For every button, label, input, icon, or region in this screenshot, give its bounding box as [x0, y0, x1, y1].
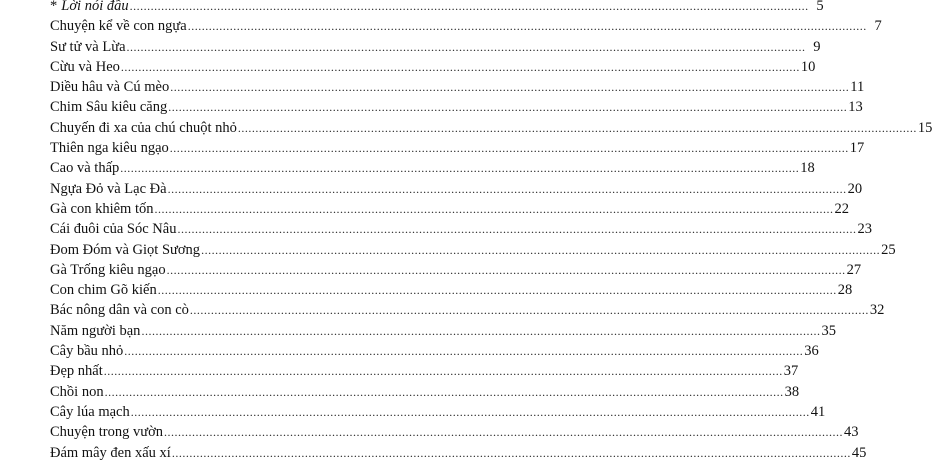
toc-entry [50, 341, 819, 361]
toc-entry [50, 57, 816, 77]
toc-entry-title [50, 16, 188, 36]
toc-entry-page-number: 23 [857, 221, 872, 238]
toc-entry-title-text: Chuyện trong vườn [50, 424, 163, 441]
toc-entry-page-number: 32 [869, 302, 885, 319]
toc-entry [50, 300, 885, 320]
toc-entry-title [50, 382, 105, 402]
toc-entry-page-number: 18 [800, 160, 815, 177]
toc-entry [50, 16, 882, 36]
toc-entry-title [50, 118, 238, 138]
toc-entry-dot-leader [158, 280, 837, 300]
toc-entry-title [50, 443, 172, 463]
toc-entry-title [50, 280, 158, 300]
toc-entry-title [50, 77, 170, 97]
toc-entry-dot-leader [130, 0, 809, 16]
toc-entry-dot-leader [170, 138, 849, 158]
toc-entry-dot-leader [131, 402, 810, 422]
toc-entry-title-text: Đom Đóm và Giọt Sương [50, 241, 201, 258]
toc-entry-dot-leader [170, 77, 849, 97]
toc-entry-title-text: Cừu và Heo [50, 58, 120, 75]
toc-entry-dot-leader [238, 118, 917, 138]
toc-entry [50, 77, 865, 97]
toc-entry-title-text: Gà con khiêm tốn [50, 200, 154, 217]
toc-entry-dot-leader [155, 199, 834, 219]
toc-entry-dot-leader [164, 422, 843, 442]
toc-entry-title-text: Bác nông dân và con cò [50, 302, 189, 319]
toc-entry-title-text: Chồi non [50, 383, 104, 400]
toc-entry-title [50, 199, 155, 219]
toc-entry-page-number: 37 [783, 363, 799, 380]
toc-entry [50, 158, 815, 178]
toc-entry [50, 0, 824, 16]
toc-entry [50, 179, 863, 199]
toc-entry [50, 138, 865, 158]
toc-entry [50, 219, 872, 239]
toc-entry [50, 118, 932, 138]
toc-entry-title [50, 341, 124, 361]
toc-entry [50, 402, 826, 422]
toc-entry-page-number: 15 [917, 119, 932, 136]
toc-entry-title [50, 37, 127, 57]
toc-entry-title-text: Con chim Gõ kiến [50, 282, 157, 299]
toc-entry-title [50, 422, 164, 442]
toc-entry [50, 240, 896, 260]
toc-entry [50, 37, 821, 57]
toc-entry-page-number: 9 [813, 38, 821, 55]
toc-entry-dot-leader [188, 16, 867, 36]
toc-entry-page-number: 27 [846, 261, 862, 278]
toc-entry-page-number: 38 [784, 383, 800, 400]
toc-entry-dot-leader [105, 382, 784, 402]
toc-entry-page-number: 41 [810, 403, 826, 420]
toc-entry-page-number: 35 [821, 322, 836, 339]
toc-entry-page-number: 11 [850, 79, 865, 96]
toc-entry-title-text: Chuyến đi xa của chú chuột nhỏ [50, 119, 237, 136]
toc-entry-page-number: 7 [874, 18, 882, 35]
toc-entry-title-text: Đẹp nhất [50, 363, 103, 380]
toc-entry-page-number: 13 [848, 99, 863, 116]
toc-entry-dot-leader [177, 219, 856, 239]
toc-entry [50, 321, 836, 341]
toc-entry [50, 382, 800, 402]
toc-entry-title [50, 240, 201, 260]
toc-entry-page-number: 22 [834, 200, 849, 217]
toc-entry [50, 361, 799, 381]
toc-entry-page-number: 36 [804, 343, 819, 360]
toc-entry-title [50, 361, 104, 381]
toc-entry-page-number: 10 [800, 58, 816, 75]
toc-entry-title-text: Cây bầu nhỏ [50, 343, 124, 360]
toc-entry-page-number: 45 [851, 444, 867, 461]
toc-entry-dot-leader [104, 361, 783, 381]
toc-entry [50, 97, 863, 117]
toc-entry [50, 260, 862, 280]
toc-entry-page-number: 43 [844, 424, 859, 441]
toc-entry [50, 422, 859, 442]
toc-entry-title-text: Diều hâu và Cú mèo [50, 79, 170, 96]
toc-entry-dot-leader [168, 97, 847, 117]
toc-entry-title [50, 402, 131, 422]
toc-entry-page-number: 5 [816, 0, 824, 14]
toc-entry-title-text: Thiên nga kiêu ngạo [50, 140, 169, 157]
toc-entry-dot-leader [121, 57, 800, 77]
toc-entry [50, 199, 849, 219]
toc-entry-title-text: Năm người bạn [50, 322, 141, 339]
toc-entry-dot-leader [141, 321, 820, 341]
toc-entry-title [50, 260, 167, 280]
toc-entry-dot-leader [168, 179, 847, 199]
toc-entry-dot-leader [190, 300, 869, 320]
toc-entry-title [50, 219, 177, 239]
toc-entry-title-text: Gà Trống kiêu ngạo [50, 261, 166, 278]
toc-entry-dot-leader [120, 158, 799, 178]
toc-entry-dot-leader [167, 260, 846, 280]
toc-entry-title [50, 97, 168, 117]
toc-entry [50, 443, 867, 463]
toc-entry-title-text: Chim Sâu kiêu căng [50, 99, 168, 116]
toc-entry-title-text: Cái đuôi của Sóc Nâu [50, 221, 177, 238]
toc-entry-title [50, 321, 141, 341]
toc-entry-title-text: Lời nói đầu [61, 0, 129, 14]
toc-entry [50, 280, 853, 300]
toc-entry-page-number: 17 [849, 140, 865, 157]
toc-entry-dot-leader [201, 240, 880, 260]
toc-entry-dot-leader [127, 37, 806, 57]
toc-entry-marker: * [50, 0, 58, 14]
table-of-contents [50, 0, 932, 461]
toc-entry-title [50, 0, 130, 16]
toc-entry-page-number: 25 [881, 241, 896, 258]
toc-entry-title [50, 57, 121, 77]
toc-entry-page-number: 20 [847, 180, 863, 197]
toc-entry-title-text: Cao và thấp [50, 160, 120, 177]
toc-entry-page-number: 28 [837, 282, 853, 299]
toc-entry-title-text: Ngựa Đỏ và Lạc Đà [50, 180, 167, 197]
toc-entry-dot-leader [124, 341, 803, 361]
toc-entry-title-text: Sư tử và Lừa [50, 38, 126, 55]
toc-entry-title-text: Đám mây đen xấu xí [50, 444, 171, 461]
toc-entry-dot-leader [172, 443, 851, 463]
toc-entry-title [50, 300, 190, 320]
toc-entry-title [50, 179, 168, 199]
toc-entry-title-text: Chuyện kể về con ngựa [50, 18, 187, 35]
toc-entry-title [50, 138, 170, 158]
toc-entry-title [50, 158, 120, 178]
toc-entry-title-text: Cây lúa mạch [50, 403, 130, 420]
